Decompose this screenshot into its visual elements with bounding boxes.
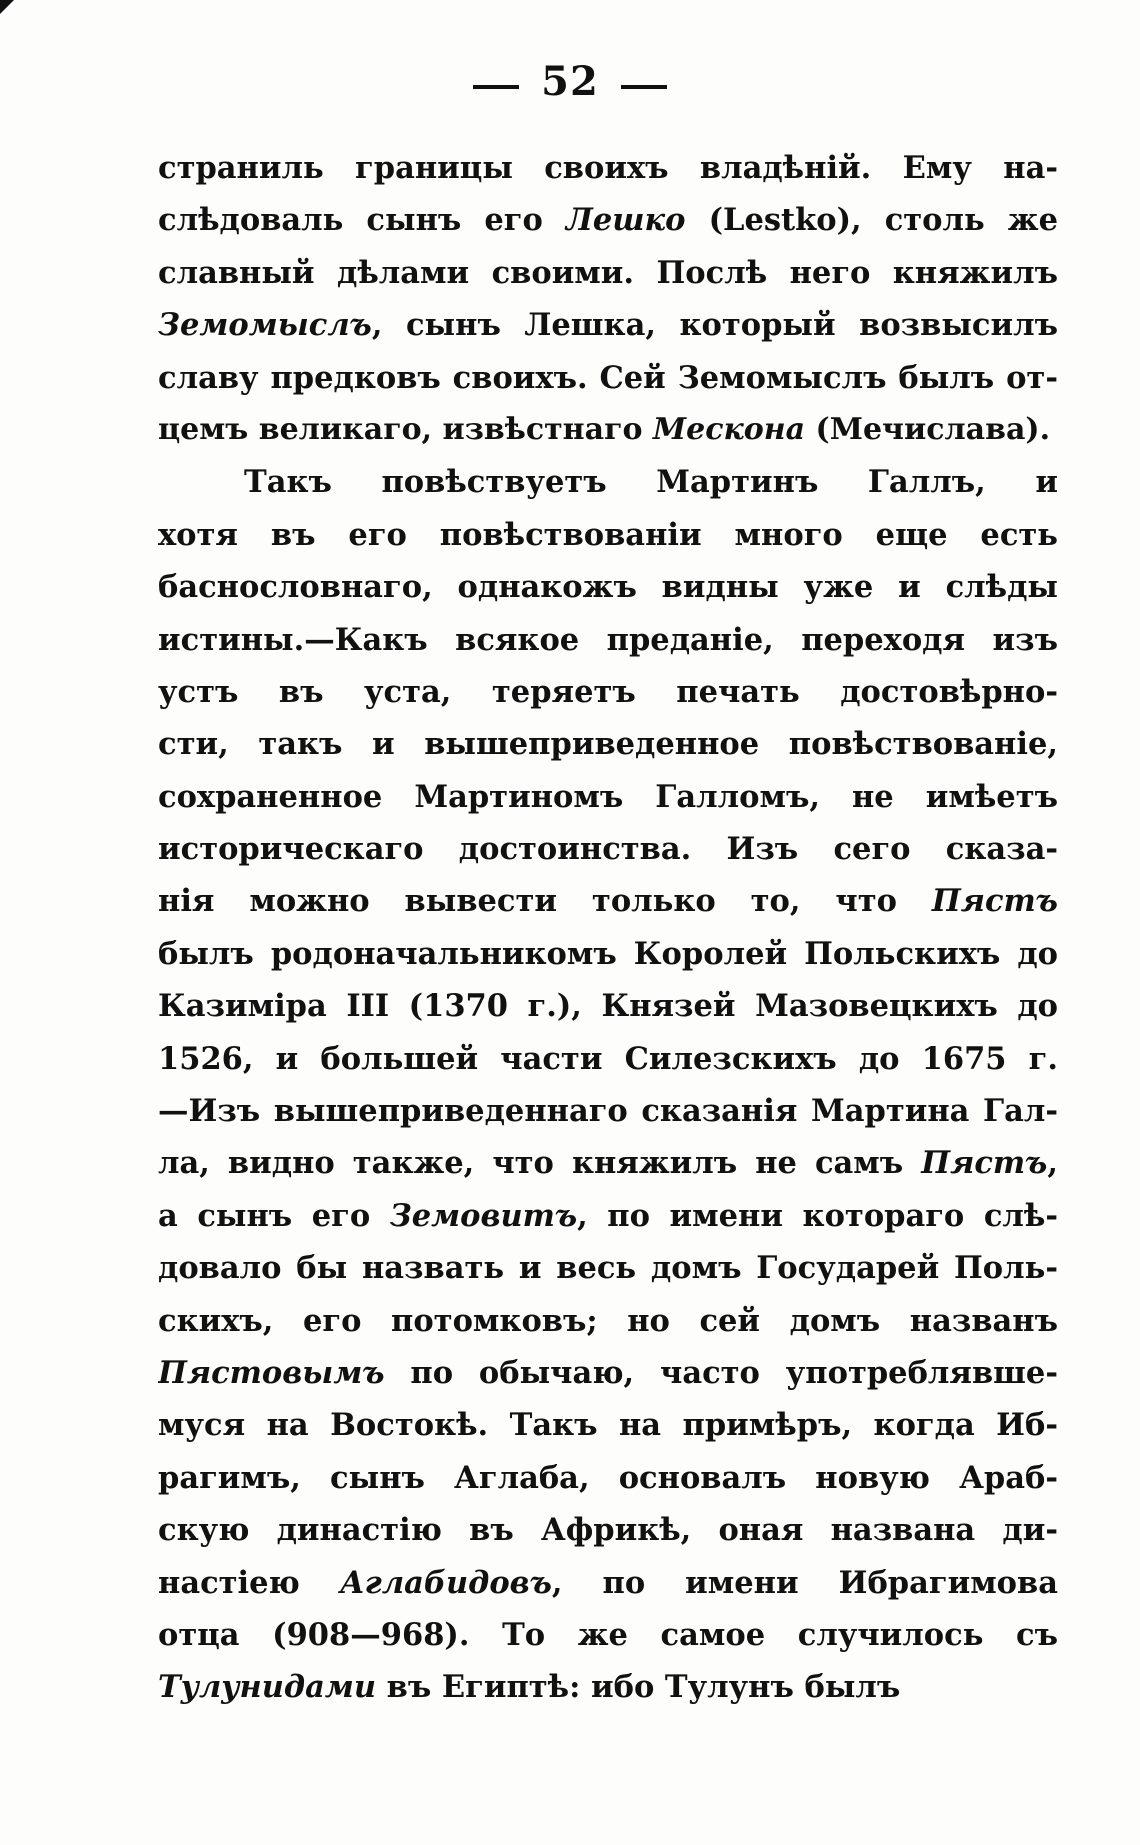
text-run: слѣдоваль сынъ его bbox=[158, 202, 566, 239]
italic-name: Тулунидами bbox=[158, 1669, 377, 1706]
italic-name: Пястъ bbox=[931, 883, 1058, 920]
scan-corner-mark bbox=[0, 0, 14, 14]
text-run: отца (908—968). То же самое случилось съ bbox=[158, 1616, 1058, 1653]
text-run: а сынъ его bbox=[158, 1197, 390, 1234]
text-run: , по имени котораго слѣ- bbox=[577, 1197, 1058, 1234]
text-run: скихъ, его потомковъ; но сей домъ названъ bbox=[158, 1302, 1058, 1339]
text-run: , bbox=[1047, 1145, 1058, 1182]
text-run: по обычаю, часто употреблявше- bbox=[384, 1354, 1058, 1391]
text-line bbox=[158, 823, 1058, 875]
text-line bbox=[158, 1399, 1058, 1451]
text-run: настіею bbox=[158, 1564, 340, 1601]
text-run: въ Египтѣ: ибо Тулунъ былъ bbox=[376, 1669, 901, 1706]
italic-name: Земомыслъ bbox=[158, 307, 372, 344]
text-line bbox=[158, 1347, 1058, 1399]
text-run: историческаго достоинства. Изъ сего сказа- bbox=[158, 831, 1058, 868]
text-run: былъ родоначальникомъ Королей Польскихъ до bbox=[158, 935, 1058, 972]
header-dash-right bbox=[621, 85, 667, 89]
text-run: Такъ повѣствуетъ Мартинъ Галлъ, и bbox=[244, 464, 1058, 501]
text-line bbox=[158, 1557, 1058, 1609]
body-text bbox=[158, 142, 1058, 1714]
text-run: сти, такъ и вышеприведенное повѣствованіе, bbox=[158, 726, 1058, 763]
text-run: сохраненное Мартиномъ Галломъ, не имѣетъ bbox=[158, 778, 1058, 815]
text-run: истины.—Какъ всякое преданіе, переходя изъ bbox=[158, 621, 1058, 658]
text-line bbox=[158, 1504, 1058, 1556]
text-line bbox=[158, 614, 1058, 666]
text-run: (Lestko), столь же bbox=[685, 202, 1058, 239]
text-line bbox=[158, 1295, 1058, 1347]
italic-name: Земовитъ bbox=[389, 1197, 578, 1234]
text-line bbox=[158, 509, 1058, 561]
italic-name: Пястовымъ bbox=[158, 1354, 385, 1391]
text-run: страниль границы своихъ владѣній. Ему на- bbox=[158, 150, 1058, 186]
text-run: устъ въ уста, теряетъ печать достовѣрно- bbox=[158, 673, 1058, 710]
text-run: довало бы назвать и весь домъ Государей Поль- bbox=[158, 1250, 1058, 1287]
text-line bbox=[158, 875, 1058, 927]
page-header bbox=[0, 58, 1140, 105]
text-line bbox=[158, 1452, 1058, 1504]
text-line bbox=[158, 561, 1058, 613]
text-line bbox=[158, 456, 1058, 508]
text-run: хотя въ его повѣствованіи много еще есть bbox=[158, 516, 1058, 553]
text-line bbox=[158, 194, 1058, 246]
text-line bbox=[158, 1137, 1058, 1189]
text-line bbox=[158, 718, 1058, 770]
text-line bbox=[158, 299, 1058, 351]
text-run: 1526, и большей части Силезскихъ до 1675 г. bbox=[158, 1040, 1058, 1077]
italic-name: Мескона bbox=[652, 411, 806, 447]
text-line bbox=[158, 1661, 1058, 1713]
text-line bbox=[158, 980, 1058, 1032]
page-number: 52 bbox=[541, 58, 599, 105]
text-run: цемъ великаго, извѣстнаго bbox=[158, 411, 653, 447]
text-run: , по имени Ибрагимова bbox=[551, 1564, 1058, 1601]
text-run: ла, видно также, что княжилъ не самъ bbox=[158, 1145, 922, 1182]
italic-name: Лешко bbox=[565, 202, 686, 239]
text-run: муся на Востокѣ. Такъ на примѣръ, когда Иб- bbox=[158, 1407, 1058, 1444]
text-run: —Изъ вышеприведеннаго сказанія Мартина Гал- bbox=[158, 1093, 1058, 1130]
text-run: баснословнаго, однакожъ видны уже и слѣды bbox=[158, 569, 1058, 606]
text-line bbox=[158, 928, 1058, 980]
text-run: славный дѣлами своими. Послѣ него княжилъ bbox=[158, 254, 1058, 291]
text-run: , сынъ Лешка, который возвысилъ bbox=[371, 307, 1058, 344]
text-run: (Мечислава). bbox=[805, 411, 1051, 447]
text-run: рагимъ, сынъ Аглаба, основалъ новую Араб- bbox=[158, 1459, 1058, 1496]
text-line bbox=[158, 247, 1058, 299]
text-line bbox=[158, 1242, 1058, 1294]
text-line bbox=[158, 1190, 1058, 1242]
text-line bbox=[158, 404, 1058, 456]
text-line bbox=[158, 771, 1058, 823]
italic-name: Пястъ bbox=[921, 1145, 1048, 1182]
text-line bbox=[158, 142, 1058, 194]
text-line bbox=[158, 352, 1058, 404]
text-run: скую династію въ Африкѣ, оная названа ди- bbox=[158, 1512, 1058, 1549]
text-run: нія можно вывести только то, что bbox=[158, 883, 932, 920]
text-line bbox=[158, 1609, 1058, 1661]
text-run: Казиміра III (1370 г.), Князей Мазовецкихъ до bbox=[158, 988, 1058, 1025]
text-run: славу предковъ своихъ. Сей Земомыслъ былъ от- bbox=[158, 359, 1058, 396]
italic-name: Аглабидовъ bbox=[339, 1564, 552, 1601]
header-dash-left bbox=[473, 85, 519, 89]
text-line bbox=[158, 1033, 1058, 1085]
text-line bbox=[158, 666, 1058, 718]
text-line bbox=[158, 1085, 1058, 1137]
